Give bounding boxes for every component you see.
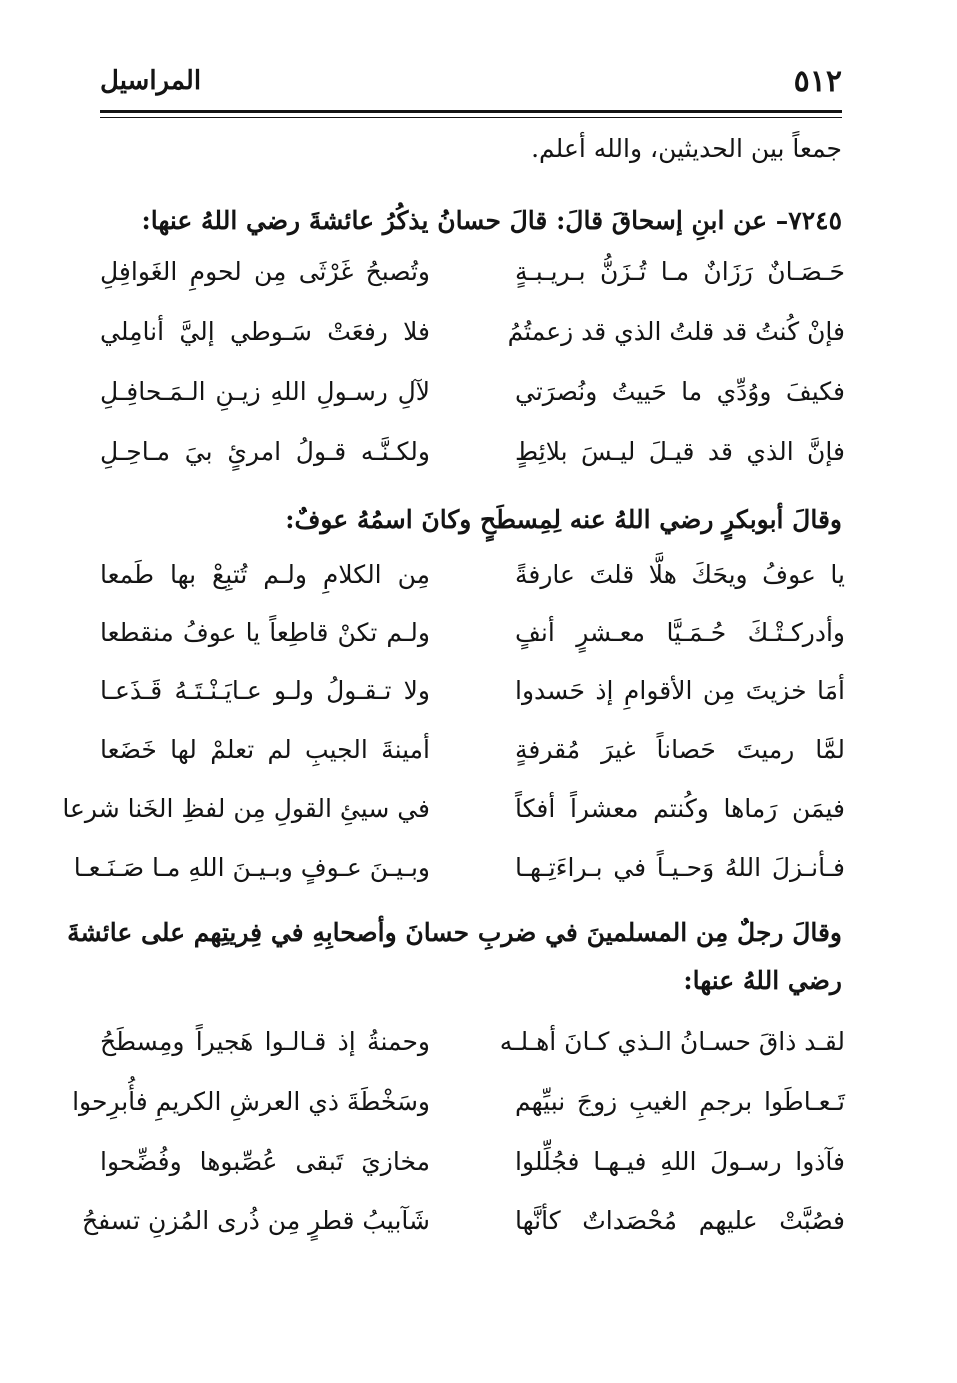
page-header bbox=[100, 62, 842, 106]
verse-second-hemistich: شَآبيبُ قطرٍ مِن ذُرى المُزنِ تسفحُ bbox=[81, 1206, 430, 1235]
verse-row bbox=[100, 725, 845, 775]
verse-second-hemistich: ولكـنَّـه قـولُ امرئٍ بيَ مـاحِـلِ bbox=[100, 437, 430, 466]
verse-second-hemistich: وبـيـنَ عـوفٍ وبـيـنَ اللهِ مـا صَـنَـعـا bbox=[73, 853, 430, 882]
verse-first-hemistich: تَـعـاطَوا برجمِ الغيبِ زوجَ نبيِّهم bbox=[515, 1087, 845, 1116]
verse-row bbox=[62, 784, 845, 834]
verse-row bbox=[100, 427, 845, 477]
verse-first-hemistich: فيمَن رَماها وكُنتم معشراً أفكاً bbox=[515, 794, 845, 823]
verse-second-hemistich: وتُصبحُ غَرْثَى مِن لحومِ الغَوافِلِ bbox=[100, 257, 430, 286]
header-rule-thin bbox=[100, 117, 842, 118]
verse-second-hemistich: مخازيَ تَبقى عُصِّبوها وفُضِّحوا bbox=[100, 1147, 430, 1176]
verse-row bbox=[100, 608, 845, 658]
second-heading: وقالَ أبوبكرٍ رضي اللهُ عنه لِمِسطَحٍ وكانَ اسمُهُ عوفٌ: bbox=[285, 505, 842, 534]
verse-first-hemistich: فإنَّ الذي قد قيـلَ ليـسَ بلائِطٍ bbox=[515, 437, 845, 466]
running-title: المراسيل bbox=[100, 66, 202, 96]
verse-first-hemistich: يا عوفُ ويحَكَ هلَّا قلتَ عارفةً bbox=[515, 560, 845, 589]
verse-row bbox=[100, 367, 845, 417]
verse-row bbox=[100, 1137, 845, 1187]
verse-second-hemistich: فلا رفعَتْ سَـوطي إليَّ أنامِلي bbox=[100, 317, 430, 346]
header-rule-thick bbox=[100, 110, 842, 113]
verse-second-hemistich: ولا تـقـولُ ولـو عـايَـنْـتَـهُ قَـذَعـا bbox=[100, 676, 430, 705]
verse-first-hemistich: لقـد ذاقَ حسـانُ الـذي كـانَ أهـلـه bbox=[499, 1027, 845, 1056]
verse-first-hemistich: وأدركـتْـكَ حُـمَـيَّا معـشرٍ أنفٍ bbox=[515, 618, 845, 647]
verse-first-hemistich: فإنْ كُنتُ قد قلتُ الذي قد زعمتُمُ bbox=[507, 317, 845, 346]
verse-second-hemistich: ولـم تكنْ قاطِعاً يا عوفُ منقطعا bbox=[100, 618, 430, 647]
verse-second-hemistich: وحمنةُ إذ قـالـوا هَجيراً ومِسطَحُ bbox=[100, 1027, 430, 1056]
verse-first-hemistich: فآذوا رسـولَ اللهِ فيـهـا فجُلِّلوا bbox=[515, 1147, 845, 1176]
verse-second-hemistich: لآلِ رسـولِ اللهِ زيـنِ الـمَـحافِـلِ bbox=[100, 377, 430, 406]
verse-row bbox=[81, 1196, 845, 1246]
verse-second-hemistich: مِن الكلامِ ولـم تُتبِعْ بها طَمعا bbox=[100, 560, 430, 589]
verse-first-hemistich: أمَا خزيتَ مِن الأقوامِ إذ حَسدوا bbox=[515, 676, 845, 705]
verse-row bbox=[73, 843, 845, 893]
verse-first-hemistich: فصُبَّتْ عليهم مُحْصَداتٌ كأنَّها bbox=[515, 1206, 845, 1235]
third-heading-line-1: وقالَ رجلٌ مِن المسلمينَ في ضربِ حسانَ وأصحابِهِ في فِريتِهم على عائشةَ bbox=[67, 918, 842, 947]
verse-second-hemistich: في سيئِ القولِ مِن لفظِ الخَنا شرعا bbox=[62, 794, 430, 823]
page-number: ٥١٢ bbox=[793, 64, 842, 99]
verse-row bbox=[100, 666, 845, 716]
verse-row bbox=[100, 1017, 845, 1067]
verse-first-hemistich: فـأنـزلَ اللهُ وَحـيـاً في بـراءَتِـهـا bbox=[515, 853, 845, 882]
verse-first-hemistich: حَـصَـانٌ رَزَانٌ مـا تُـزَنُّ بـريـبـةٍ bbox=[515, 257, 845, 286]
verse-second-hemistich: أمينةَ الجيبِ لم تعلمْ لها خَضَعا bbox=[100, 735, 430, 764]
intro-line: جمعاً بين الحديثين، والله أعلم. bbox=[531, 134, 842, 163]
hadith-heading: ٧٢٤٥– عن ابنِ إسحاقَ قالَ: قالَ حسانُ يذكُرُ عائشةَ رضي اللهُ عنها: bbox=[141, 206, 842, 235]
verse-row bbox=[100, 307, 845, 357]
verse-first-hemistich: فكيفَ ووُدِّي ما حَييتُ ونُصرَتي bbox=[515, 377, 845, 406]
verse-row bbox=[100, 247, 845, 297]
verse-row bbox=[100, 550, 845, 600]
verse-first-hemistich: لمَّا رميتَ حَصاناً غيرَ مُقرفةٍ bbox=[515, 735, 845, 764]
third-heading-line-2: رضي اللهُ عنها: bbox=[683, 966, 842, 995]
verse-second-hemistich: وسَخْطَةَ ذي العرشِ الكريمِ فأُبرِحوا bbox=[72, 1087, 430, 1116]
verse-row bbox=[72, 1077, 845, 1127]
